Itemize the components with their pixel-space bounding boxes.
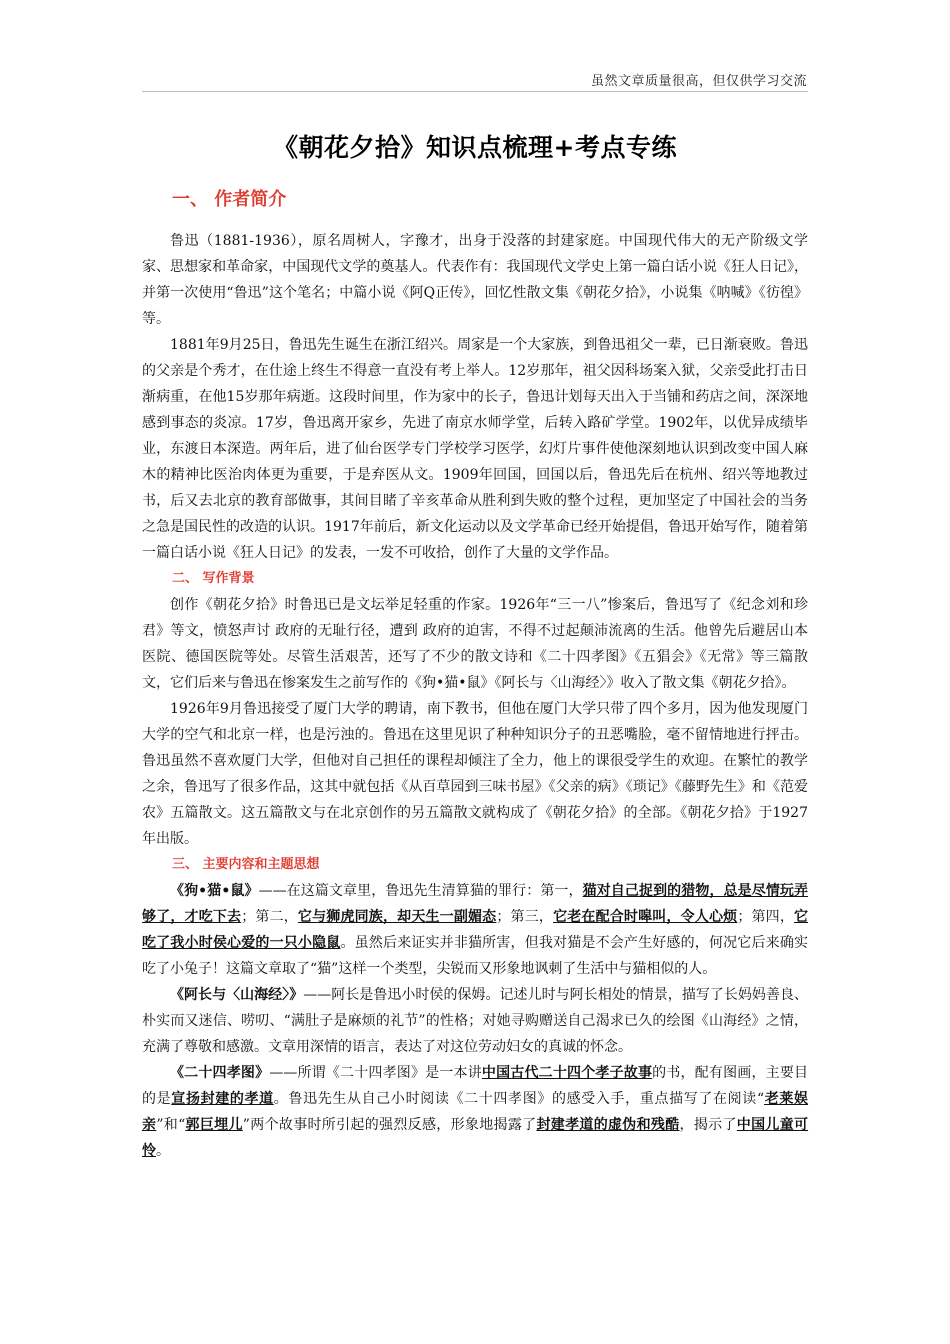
key-point: 它与狮虎同族，却天生一副媚态 <box>297 909 497 925</box>
text-segment: ”和“ <box>156 1117 186 1133</box>
essay-title-twenty-four-filial: 《二十四孝图》 <box>170 1065 270 1081</box>
text-segment: 。 <box>156 1143 170 1159</box>
text-segment: ，揭示了 <box>679 1117 737 1133</box>
section-heading-author: 一、 作者简介 <box>172 189 287 210</box>
text-segment: ；第三， <box>496 909 554 925</box>
text-segment: ”两个故事时所引起的强烈反感，形象地揭露了 <box>242 1117 537 1133</box>
section-heading-content: 三、 主要内容和主题思想 <box>172 857 320 872</box>
paragraph-background-1: 创作《朝花夕拾》时鲁迅已是文坛举足轻重的作家。1926年“三一八”惨案后，鲁迅写了《纪念刘和珍君》等文，愤怒声讨 政府的无耻行径，遭到 政府的迫害，不得不过起颠沛流离的生活。他曾先后避居山本医院、德国医院等处。尽管生活艰苦，还写了不少的散文诗和《二十四孝图》《五猖会》《无常》等三篇散文，它们后来与鲁迅在惨案发生之前写作的《狗•猫•鼠》《阿长与〈山海经〉》收入了散文集《朝花夕拾》。 <box>142 597 808 691</box>
text-segment: 的书，配有图画，主要目的是 <box>142 1065 809 1107</box>
essay-title-dog-cat-mouse: 《狗•猫•鼠》 <box>170 883 259 899</box>
text-segment: ——在这篇文章里，鲁迅先生清算猫的罪行：第一， <box>258 883 583 899</box>
text-segment: 。虽然后来证实并非猫所害，但我对猫是不会产生好感的，何况它后来确实吃了小兔子！这篇文章取了“猫”这样一个类型，尖锐而又形象地讽刺了生活中与猫相似的人。 <box>142 935 809 977</box>
document-title: 《朝花夕拾》知识点梳理+考点专练 <box>273 133 677 162</box>
key-point: 封建孝道的虚伪和残酷 <box>536 1117 680 1133</box>
header-divider <box>142 91 808 92</box>
paragraph-ah-chang <box>142 982 808 1060</box>
paragraph-author-biography: 1881年9月25日，鲁迅先生诞生在浙江绍兴。周家是一个大家族，到鲁迅祖父一辈，已日渐衰败。鲁迅的父亲是个秀才，在仕途上终生不得意一直没有考上举人。12岁那年，祖父因科场案入狱，父亲受此打击日渐病重，在他15岁那年病逝。这段时间里，作为家中的长子，鲁迅计划每天出入于当铺和药店之间，深深地感到事态的炎凉。17岁，鲁迅离开家乡，先进了南京水师学堂，后转入路矿学堂。1902年，以优异成绩毕业，东渡日本深造。两年后，进了仙台医学专门学校学习医学，幻灯片事件使他深刻地认识到改变中国人麻木的精神比医治肉体更为重要，于是弃医从文。1909年回国，回国以后，鲁迅先后在杭州、绍兴等地教过书，后又去北京的教育部做事，其间目睹了辛亥革命从胜利到失败的整个过程，更加坚定了中国社会的当务之急是国民性的改造的认识。1917年前后，新文化运动以及文学革命已经开始提倡，鲁迅开始写作，随着第一篇白话小说《狂人日记》的发表，一发不可收拾，创作了大量的文学作品。 <box>142 337 808 561</box>
paragraph-author-intro: 鲁迅（1881-1936），原名周树人，字豫才，出身于没落的封建家庭。中国现代伟大的无产阶级文学家、思想家和革命家，中国现代文学的奠基人。代表作有：我国现代文学史上第一篇白话小说《狂人日记》，并第一次使用“鲁迅”这个笔名；中篇小说《阿Q正传》，回忆性散文集《朝花夕拾》，小说集《呐喊》《彷徨》等。 <box>142 233 808 327</box>
text-segment: ；第四， <box>737 909 795 925</box>
section-heading-background: 二、 写作背景 <box>172 571 255 586</box>
key-point: 中国古代二十四个孝子故事 <box>481 1065 653 1081</box>
essay-title-ah-chang: 《阿长与〈山海经〉》 <box>170 987 304 1003</box>
text-segment: ；第二， <box>241 909 298 925</box>
text-segment: 。鲁迅先生从自己小时阅读《二十四孝图》的感受入手，重点描写了在阅读“ <box>273 1091 765 1107</box>
text-segment: ——阿长是鲁迅小时侯的保姆。记述儿时与阿长相处的情景，描写了长妈妈善良、朴实而又迷信、唠叨、“满肚子是麻烦的礼节”的性格；对她寻购赠送自己渴求已久的绘图《山海经》之情，充满了尊敬和感激。文章用深情的语言，表达了对这位劳动妇女的真诚的怀念。 <box>142 987 809 1055</box>
key-point: 它吃了我小时侯心爱的一只小隐鼠 <box>142 909 809 951</box>
key-point: 猫对自己捉到的猎物，总是尽情玩弄够了，才吃下去 <box>142 883 809 925</box>
key-point: 宣扬封建的孝道 <box>171 1091 274 1107</box>
key-point: 中国儿童可怜 <box>142 1117 809 1159</box>
document-body <box>142 186 808 1164</box>
paragraph-dog-cat-mouse <box>142 878 808 982</box>
paragraph-twenty-four-filial <box>142 1060 808 1164</box>
key-point: 郭巨埋儿 <box>185 1117 243 1133</box>
paragraph-background-2: 1926年9月鲁迅接受了厦门大学的聘请，南下教书，但他在厦门大学只带了四个多月，因为他发现厦门大学的空气和北京一样，也是污浊的。鲁迅在这里见识了种种知识分子的丑恶嘴脸，毫不留情地进行抨击。鲁迅虽然不喜欢厦门大学，但他对自己担任的课程却倾注了全力，他上的课很受学生的欢迎。在繁忙的教学之余，鲁迅写了很多作品，这其中就包括《从百草园到三味书屋》《父亲的病》《琐记》《藤野先生》和《范爱农》五篇散文。这五篇散文与在北京创作的另五篇散文就构成了《朝花夕拾》的全部。《朝花夕拾》于1927年出版。 <box>142 701 808 847</box>
key-point: 它老在配合时嗥叫，令人心烦 <box>553 909 738 925</box>
key-point: 老莱娱亲 <box>142 1091 809 1133</box>
page-header-note: 虽然文章质量很高，但仅供学习交流 <box>590 74 807 89</box>
text-segment: ——所谓《二十四孝图》是一本讲 <box>269 1065 482 1081</box>
